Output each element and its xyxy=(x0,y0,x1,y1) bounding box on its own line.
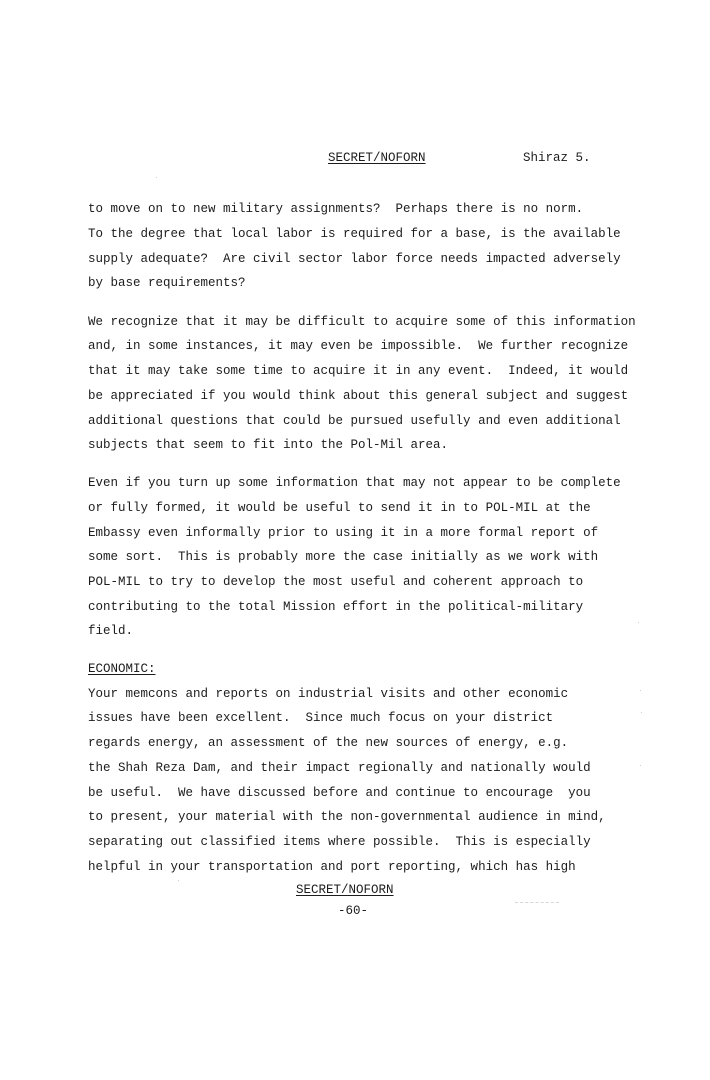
scan-speck xyxy=(178,880,179,881)
scan-speck xyxy=(640,765,641,766)
text-line: and, in some instances, it may even be impossible. We further recognize xyxy=(88,339,629,353)
scan-speck xyxy=(156,177,157,178)
scan-speck xyxy=(640,690,641,691)
text-line: separating out classified items where possible. This is especially xyxy=(88,835,591,849)
text-line: field. xyxy=(88,624,134,638)
text-line: POL-MIL to try to develop the most useful and coherent approach to xyxy=(88,575,584,589)
section-heading-economic: ECONOMIC: xyxy=(88,662,156,676)
text-line: helpful in your transportation and port reporting, which has high xyxy=(88,860,576,874)
footer-classification: SECRET/NOFORN xyxy=(296,883,394,897)
text-line: To the degree that local labor is required for a base, is the available xyxy=(88,227,621,241)
text-line: by base requirements? xyxy=(88,276,246,290)
text-line: Embassy even informally prior to using it in a more formal report of xyxy=(88,526,599,540)
text-line: We recognize that it may be difficult to acquire some of this information xyxy=(88,315,636,329)
text-line: the Shah Reza Dam, and their impact regionally and nationally would xyxy=(88,761,591,775)
text-line: regards energy, an assessment of the new sources of energy, e.g. xyxy=(88,736,569,750)
text-line: or fully formed, it would be useful to send it in to POL-MIL at the xyxy=(88,501,591,515)
scan-mark xyxy=(515,902,559,904)
scan-speck xyxy=(641,712,642,713)
text-line: subjects that seem to fit into the Pol-Mil area. xyxy=(88,438,449,452)
text-line: additional questions that could be pursued usefully and even additional xyxy=(88,414,621,428)
header-page-reference: Shiraz 5. xyxy=(523,151,591,165)
text-line: be appreciated if you would think about this general subject and suggest xyxy=(88,389,629,403)
header-classification: SECRET/NOFORN xyxy=(328,151,426,165)
scan-speck xyxy=(638,622,639,623)
text-line: to move on to new military assignments? Perhaps there is no norm. xyxy=(88,202,584,216)
text-line: issues have been excellent. Since much focus on your district xyxy=(88,711,554,725)
text-line: supply adequate? Are civil sector labor force needs impacted adversely xyxy=(88,252,621,266)
text-line: Your memcons and reports on industrial visits and other economic xyxy=(88,687,569,701)
text-line: some sort. This is probably more the case initially as we work with xyxy=(88,550,599,564)
text-line: to present, your material with the non-governmental audience in mind, xyxy=(88,810,606,824)
footer-page-number: -60- xyxy=(338,904,369,918)
text-line: Even if you turn up some information that may not appear to be complete xyxy=(88,476,621,490)
text-line: be useful. We have discussed before and continue to encourage you xyxy=(88,786,591,800)
text-line: that it may take some time to acquire it in any event. Indeed, it would xyxy=(88,364,629,378)
text-line: contributing to the total Mission effort in the political-military xyxy=(88,600,584,614)
